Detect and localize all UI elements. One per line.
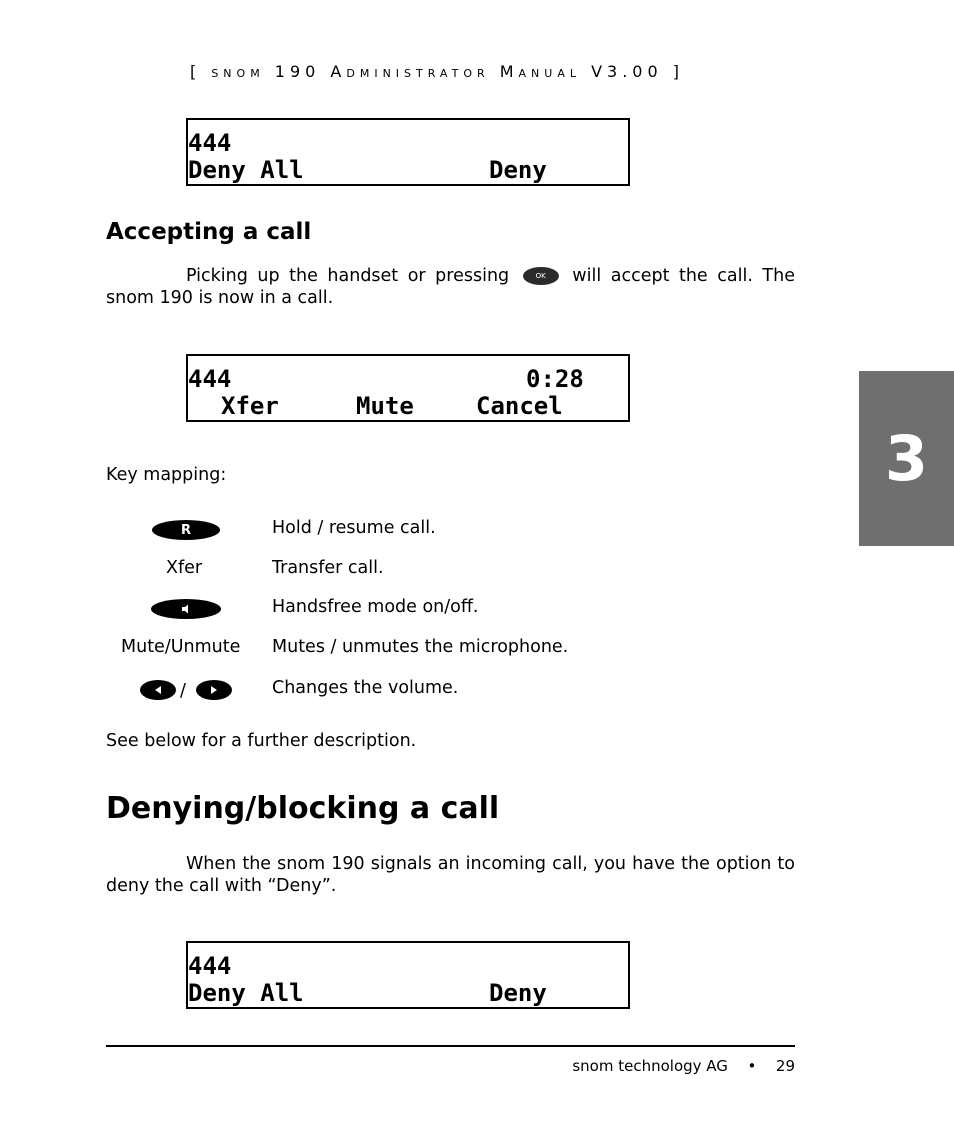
header-part: SNOM bbox=[211, 67, 265, 80]
page-number: 29 bbox=[775, 1057, 795, 1075]
lcd-softkey-mute: Mute bbox=[356, 392, 414, 420]
chapter-tab: 3 bbox=[859, 371, 954, 546]
speaker-icon bbox=[180, 603, 192, 615]
lcd-softkey-deny: Deny bbox=[489, 979, 547, 1007]
header-part: V3.00 ] bbox=[581, 62, 684, 81]
r-button-icon: R bbox=[152, 520, 220, 540]
right-arrow-icon bbox=[209, 685, 219, 695]
lcd-softkey-deny-all: Deny All bbox=[188, 156, 304, 184]
lcd-caller-number: 444 bbox=[188, 365, 232, 393]
footer-divider bbox=[106, 1045, 795, 1047]
lcd-softkey-deny: Deny bbox=[489, 156, 547, 184]
accepting-text-2: will accept the call. The snom 190 is now in a call. bbox=[106, 266, 795, 308]
lcd-softkey-deny-all: Deny All bbox=[188, 979, 304, 1007]
key-label-mute-unmute: Mute/Unmute bbox=[121, 637, 241, 657]
header-part: 190 A bbox=[264, 62, 347, 81]
key-desc-mute: Mutes / unmutes the microphone. bbox=[272, 637, 569, 657]
key-mapping-outro: See below for a further description. bbox=[106, 731, 417, 751]
header-part: ANUAL bbox=[518, 67, 581, 80]
section-heading-denying: Denying/blocking a call bbox=[106, 791, 500, 826]
lcd-line1: 444 bbox=[188, 952, 232, 980]
denying-paragraph bbox=[106, 853, 795, 897]
left-arrow-button-icon bbox=[140, 680, 176, 700]
denying-text: When the snom 190 signals an incoming call, you have the option to deny the call with “Deny”. bbox=[106, 854, 795, 896]
lcd-display-in-call bbox=[186, 354, 630, 422]
section-heading-accepting: Accepting a call bbox=[106, 219, 312, 245]
right-arrow-button-icon bbox=[196, 680, 232, 700]
key-desc-hold: Hold / resume call. bbox=[272, 518, 436, 538]
lcd-display-incoming bbox=[186, 118, 630, 186]
lcd-softkey-xfer: Xfer bbox=[221, 392, 279, 420]
key-desc-transfer: Transfer call. bbox=[272, 558, 384, 578]
key-desc-handsfree: Handsfree mode on/off. bbox=[272, 597, 479, 617]
key-mapping-intro: Key mapping: bbox=[106, 465, 227, 485]
volume-separator: / bbox=[180, 681, 186, 701]
lcd-line1: 444 bbox=[188, 129, 232, 157]
lcd-softkey-cancel: Cancel bbox=[476, 392, 563, 420]
key-desc-volume: Changes the volume. bbox=[272, 678, 459, 698]
accepting-text-1: Picking up the handset or pressing bbox=[186, 266, 510, 286]
running-header bbox=[190, 62, 684, 81]
lcd-display-deny bbox=[186, 941, 630, 1009]
left-arrow-icon bbox=[153, 685, 163, 695]
page-footer bbox=[572, 1057, 795, 1075]
footer-bullet: • bbox=[747, 1057, 757, 1075]
lcd-call-timer: 0:28 bbox=[526, 365, 584, 393]
header-part: M bbox=[489, 62, 519, 81]
header-part: [ bbox=[190, 62, 212, 81]
speaker-button-icon bbox=[151, 599, 221, 619]
key-label-xfer: Xfer bbox=[166, 558, 203, 578]
header-part: DMINISTRATOR bbox=[346, 67, 490, 80]
accepting-paragraph bbox=[106, 265, 795, 309]
footer-company: snom technology AG bbox=[572, 1057, 728, 1075]
ok-button-icon: OK bbox=[523, 267, 559, 285]
